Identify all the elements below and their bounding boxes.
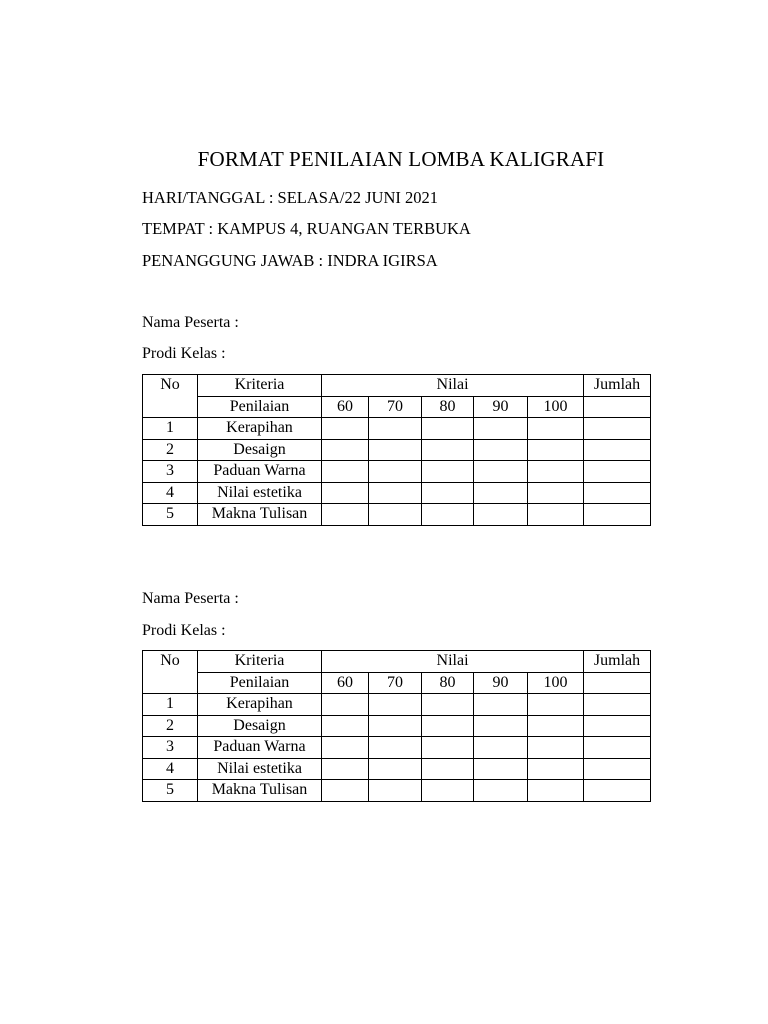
row-criteria: Desaign <box>198 439 322 461</box>
total-cell[interactable] <box>584 439 651 461</box>
score-cell[interactable] <box>369 482 422 504</box>
row-no: 5 <box>143 504 198 526</box>
score-cell[interactable] <box>322 504 369 526</box>
row-criteria: Nilai estetika <box>198 482 322 504</box>
row-criteria: Kerapihan <box>198 694 322 716</box>
table-row <box>143 418 651 440</box>
score-cell[interactable] <box>528 439 584 461</box>
score-cell[interactable] <box>322 780 369 802</box>
header-criteria: Kriteria <box>198 375 322 397</box>
total-cell <box>584 396 651 418</box>
total-cell[interactable] <box>584 694 651 716</box>
row-criteria: Kerapihan <box>198 418 322 440</box>
score-cell[interactable] <box>322 482 369 504</box>
total-cell[interactable] <box>584 758 651 780</box>
header-no: No <box>143 651 198 694</box>
total-cell <box>584 672 651 694</box>
score-cell[interactable] <box>474 439 528 461</box>
total-cell[interactable] <box>584 737 651 759</box>
score-cell[interactable] <box>422 737 474 759</box>
score-cell[interactable] <box>474 715 528 737</box>
score-cell[interactable] <box>422 439 474 461</box>
total-cell[interactable] <box>584 504 651 526</box>
header-no: No <box>143 375 198 418</box>
class-label: Prodi Kelas : <box>142 622 226 639</box>
row-criteria: Paduan Warna <box>198 737 322 759</box>
score-cell[interactable] <box>474 418 528 440</box>
score-cell[interactable] <box>474 758 528 780</box>
score-cell[interactable] <box>528 780 584 802</box>
row-criteria: Makna Tulisan <box>198 780 322 802</box>
score-cell[interactable] <box>422 694 474 716</box>
score-cell[interactable] <box>322 439 369 461</box>
table-row <box>143 482 651 504</box>
header-score: Nilai <box>322 375 584 397</box>
score-cell[interactable] <box>422 461 474 483</box>
score-header: 60 <box>322 672 369 694</box>
row-criteria: Desaign <box>198 715 322 737</box>
score-cell[interactable] <box>474 461 528 483</box>
table-row <box>143 439 651 461</box>
score-cell[interactable] <box>369 418 422 440</box>
document-title: FORMAT PENILAIAN LOMBA KALIGRAFI <box>197 147 605 171</box>
header-total: Jumlah <box>584 375 651 397</box>
table-row <box>143 780 651 802</box>
header-total: Jumlah <box>584 651 651 673</box>
table-subheader-row <box>143 396 651 418</box>
score-cell[interactable] <box>369 504 422 526</box>
table-row <box>143 461 651 483</box>
row-no: 1 <box>143 418 198 440</box>
table-row <box>143 715 651 737</box>
score-header: 80 <box>422 672 474 694</box>
score-header: 100 <box>528 396 584 418</box>
pic-line: PENANGGUNG JAWAB : INDRA IGIRSA <box>142 251 438 270</box>
score-cell[interactable] <box>422 780 474 802</box>
score-header: 70 <box>369 672 422 694</box>
header-criteria-2: Penilaian <box>198 396 322 418</box>
score-cell[interactable] <box>369 439 422 461</box>
score-header: 90 <box>474 672 528 694</box>
score-table <box>142 650 651 802</box>
score-cell[interactable] <box>322 461 369 483</box>
place-line: TEMPAT : KAMPUS 4, RUANGAN TERBUKA <box>142 219 471 238</box>
score-cell[interactable] <box>322 418 369 440</box>
total-cell[interactable] <box>584 715 651 737</box>
table-row <box>143 694 651 716</box>
score-cell[interactable] <box>422 482 474 504</box>
class-label: Prodi Kelas : <box>142 345 226 362</box>
score-cell[interactable] <box>474 737 528 759</box>
row-criteria: Paduan Warna <box>198 461 322 483</box>
row-no: 4 <box>143 482 198 504</box>
score-cell[interactable] <box>422 715 474 737</box>
score-cell[interactable] <box>369 737 422 759</box>
row-no: 4 <box>143 758 198 780</box>
table-header-row <box>143 651 651 673</box>
score-cell[interactable] <box>528 482 584 504</box>
score-cell[interactable] <box>528 694 584 716</box>
table-row <box>143 758 651 780</box>
score-header: 100 <box>528 672 584 694</box>
score-header: 90 <box>474 396 528 418</box>
row-no: 1 <box>143 694 198 716</box>
total-cell[interactable] <box>584 482 651 504</box>
score-cell[interactable] <box>528 758 584 780</box>
participant-name-label: Nama Peserta : <box>142 314 239 331</box>
table-row <box>143 737 651 759</box>
row-criteria: Makna Tulisan <box>198 504 322 526</box>
table-header-row <box>143 375 651 397</box>
table-row <box>143 504 651 526</box>
score-cell[interactable] <box>322 737 369 759</box>
score-table <box>142 374 651 526</box>
row-no: 2 <box>143 439 198 461</box>
row-no: 2 <box>143 715 198 737</box>
total-cell[interactable] <box>584 461 651 483</box>
score-cell[interactable] <box>369 758 422 780</box>
score-cell[interactable] <box>422 758 474 780</box>
score-cell[interactable] <box>369 715 422 737</box>
total-cell[interactable] <box>584 418 651 440</box>
participant-name-label: Nama Peserta : <box>142 590 239 607</box>
score-cell[interactable] <box>322 758 369 780</box>
date-line: HARI/TANGGAL : SELASA/22 JUNI 2021 <box>142 188 438 207</box>
table-subheader-row <box>143 672 651 694</box>
score-cell[interactable] <box>528 737 584 759</box>
row-no: 5 <box>143 780 198 802</box>
score-cell[interactable] <box>422 418 474 440</box>
score-header: 70 <box>369 396 422 418</box>
score-cell[interactable] <box>474 482 528 504</box>
row-no: 3 <box>143 461 198 483</box>
score-cell[interactable] <box>369 461 422 483</box>
header-criteria: Kriteria <box>198 651 322 673</box>
score-cell[interactable] <box>528 715 584 737</box>
score-cell[interactable] <box>369 694 422 716</box>
header-score: Nilai <box>322 651 584 673</box>
score-cell[interactable] <box>474 694 528 716</box>
header-criteria-2: Penilaian <box>198 672 322 694</box>
score-cell[interactable] <box>528 504 584 526</box>
score-header: 80 <box>422 396 474 418</box>
score-cell[interactable] <box>322 694 369 716</box>
row-no: 3 <box>143 737 198 759</box>
score-cell[interactable] <box>322 715 369 737</box>
score-cell[interactable] <box>474 780 528 802</box>
score-cell[interactable] <box>528 461 584 483</box>
score-cell[interactable] <box>369 780 422 802</box>
row-criteria: Nilai estetika <box>198 758 322 780</box>
score-cell[interactable] <box>422 504 474 526</box>
score-header: 60 <box>322 396 369 418</box>
score-cell[interactable] <box>474 504 528 526</box>
total-cell[interactable] <box>584 780 651 802</box>
score-cell[interactable] <box>528 418 584 440</box>
